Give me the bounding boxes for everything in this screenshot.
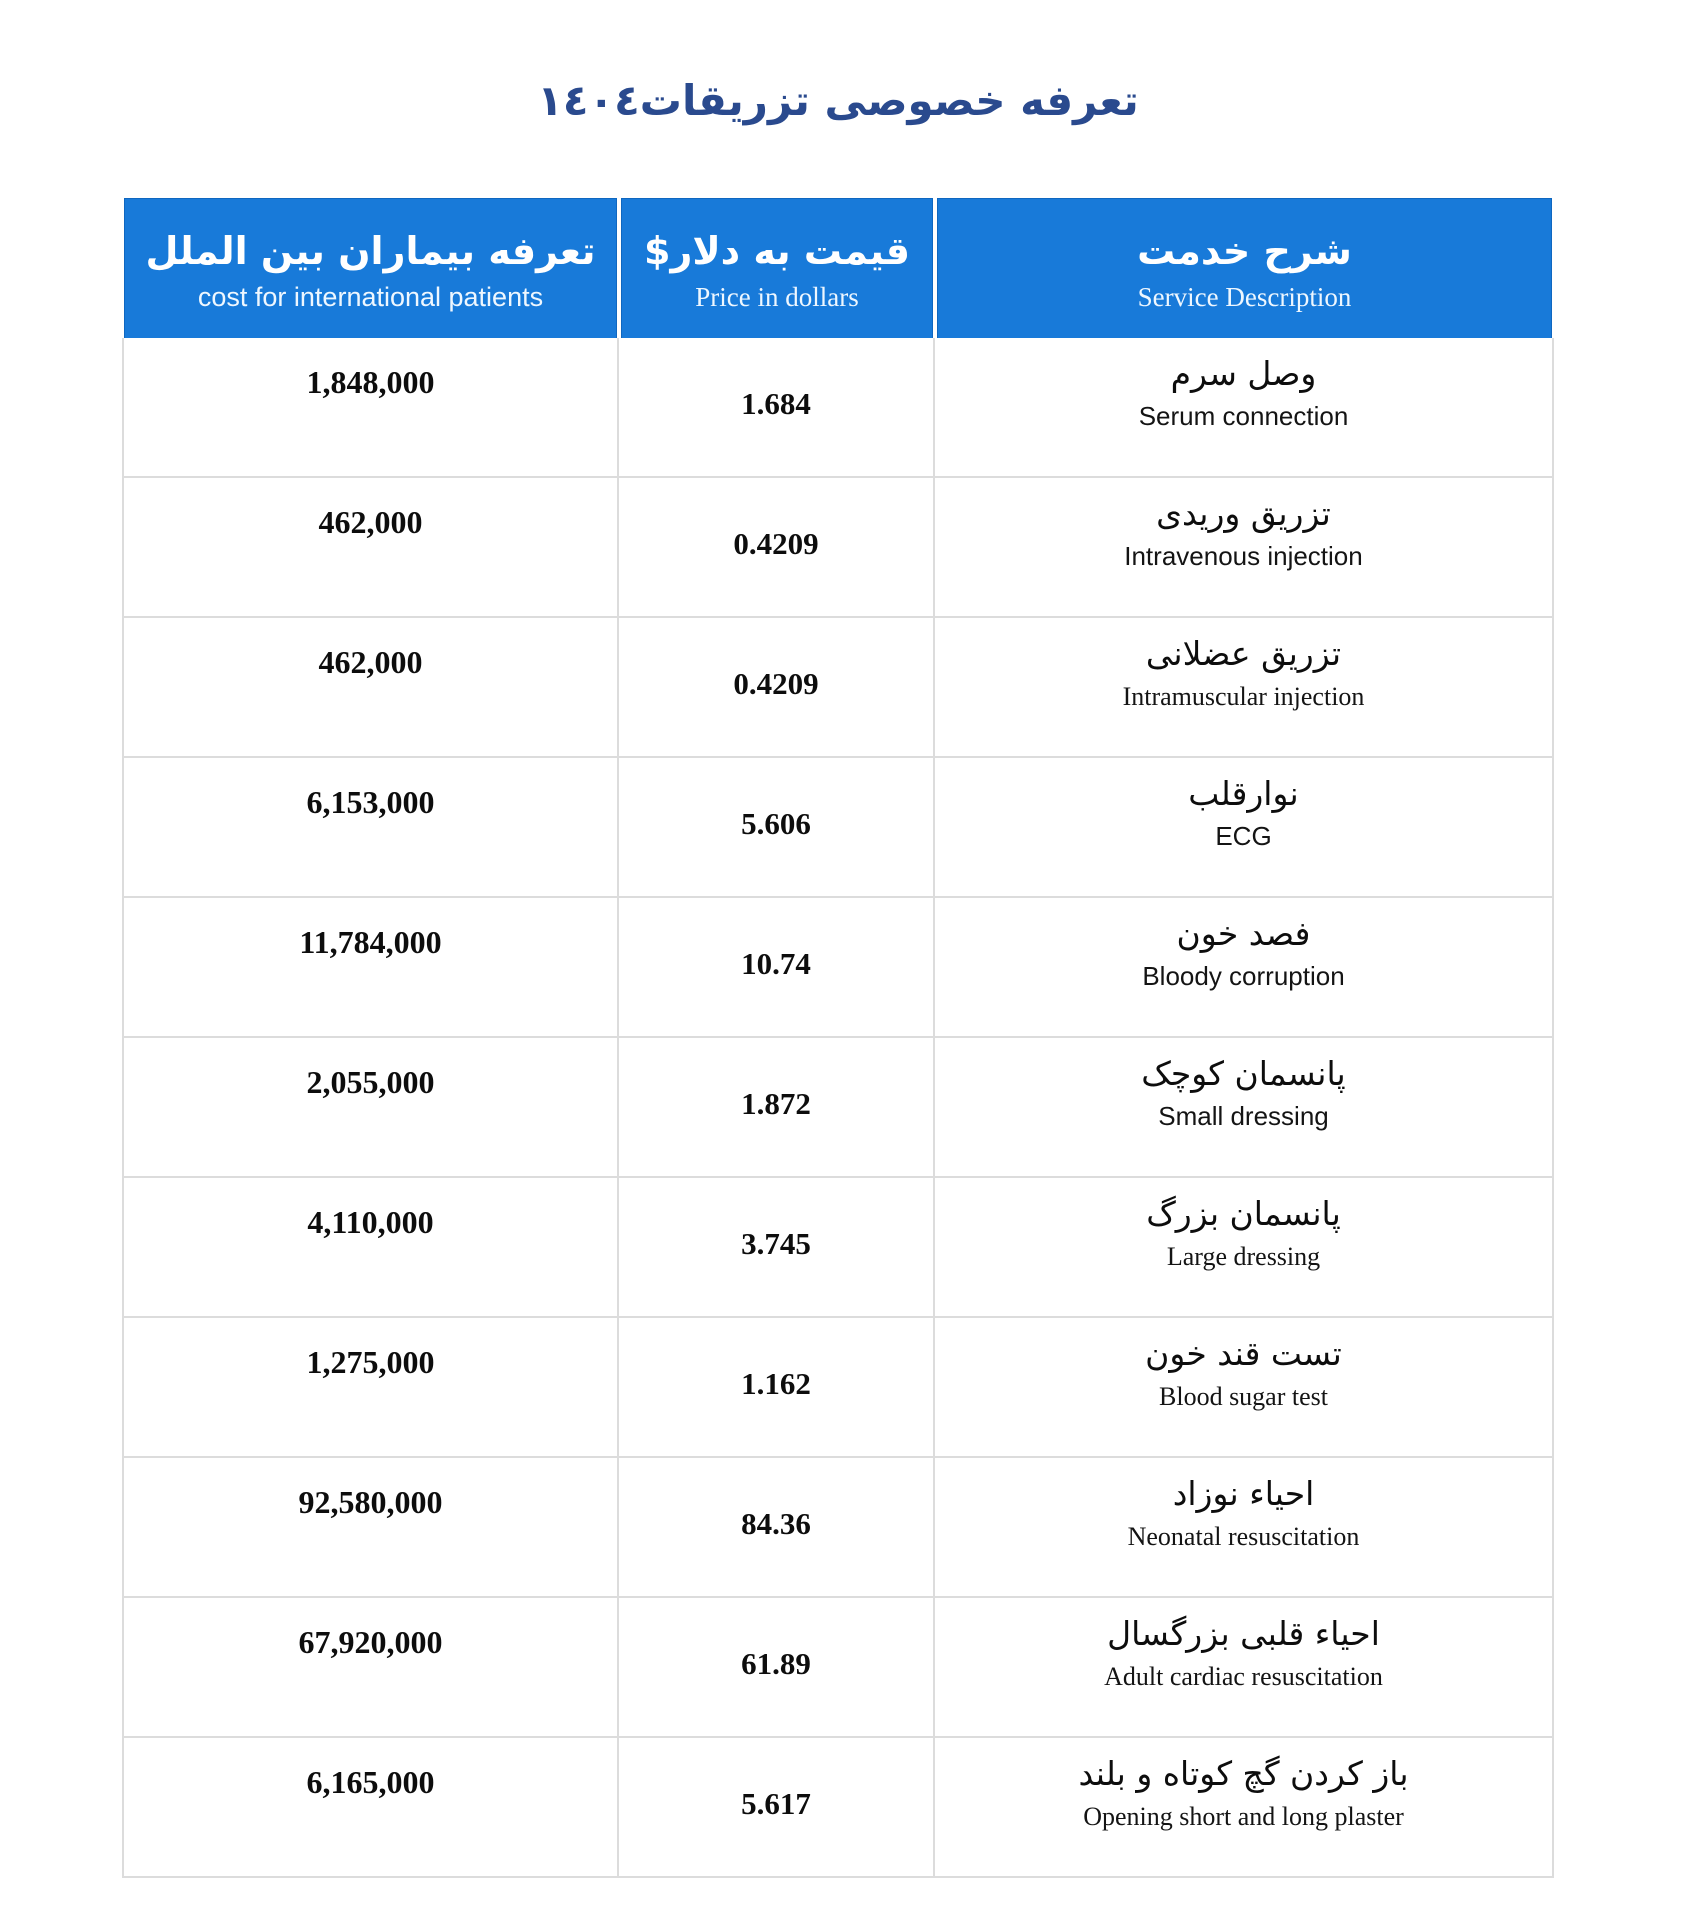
header-cell-price-dollars-fill (621, 198, 933, 360)
header-en-international-cost: cost for international patients (197, 282, 544, 313)
price-cell (619, 1458, 935, 1598)
service-en-label: Large dressing (1166, 1241, 1321, 1271)
cost-value: 4,110,000 (307, 1204, 434, 1240)
service-en-label: Bloody corruption (1142, 960, 1345, 991)
price-cell (619, 478, 935, 618)
price-value: 1.684 (741, 386, 811, 421)
price-cell (619, 898, 935, 1038)
price-cell (619, 338, 935, 478)
price-value: 1.872 (741, 1086, 811, 1121)
cost-value: 1,275,000 (306, 1344, 435, 1380)
header-fa-service-description: شرح خدمت (1137, 229, 1352, 274)
price-cell (619, 618, 935, 758)
cost-value: 11,784,000 (299, 924, 442, 960)
price-value: 1.162 (741, 1366, 811, 1401)
page-title: تعرفه خصوصی تزریقات١٤٠٤ (537, 76, 1139, 125)
cost-cell (122, 478, 619, 618)
cost-cell (122, 1598, 619, 1738)
header-cell-international-cost (122, 198, 619, 360)
service-en-label: Intramuscular injection (1122, 681, 1365, 711)
service-cell (935, 618, 1554, 758)
price-value: 3.745 (741, 1226, 811, 1261)
header-en-price-dollars: Price in dollars (695, 282, 859, 313)
tariff-table (122, 198, 1554, 1878)
service-fa-label: احیاء قلبی بزرگسال (1107, 1614, 1380, 1653)
price-value: 0.4209 (733, 526, 819, 561)
price-cell (619, 1318, 935, 1458)
service-cell (935, 1178, 1554, 1318)
price-cell (619, 1038, 935, 1178)
service-en-label: Intravenous injection (1124, 540, 1363, 571)
price-value: 61.89 (741, 1646, 811, 1681)
header-fa-international-cost: تعرفه بیماران بین الملل (145, 229, 596, 274)
service-fa-label: تزریق وریدی (1156, 494, 1331, 533)
cost-cell (122, 1178, 619, 1318)
header-fa-price-dollars: قیمت به دلار$ (644, 229, 910, 274)
service-en-label: Small dressing (1158, 1100, 1329, 1131)
cost-value: 6,153,000 (306, 784, 435, 820)
service-en-label: Adult cardiac resuscitation (1104, 1661, 1383, 1691)
cost-value: 462,000 (318, 644, 423, 680)
service-fa-label: فصد خون (1176, 914, 1311, 953)
service-en-label: Blood sugar test (1159, 1381, 1328, 1411)
cost-cell (122, 618, 619, 758)
cost-value: 2,055,000 (306, 1064, 435, 1100)
service-en-label: ECG (1215, 820, 1272, 851)
cost-value: 6,165,000 (306, 1764, 435, 1800)
cost-cell (122, 1038, 619, 1178)
service-fa-label: تست قند خون (1145, 1334, 1342, 1373)
price-value: 10.74 (741, 946, 811, 981)
service-cell (935, 1598, 1554, 1738)
service-cell (935, 1458, 1554, 1598)
service-en-label: Opening short and long plaster (1083, 1801, 1404, 1831)
price-cell (619, 1598, 935, 1738)
service-cell (935, 1038, 1554, 1178)
cost-cell (122, 758, 619, 898)
price-value: 0.4209 (733, 666, 819, 701)
service-cell (935, 758, 1554, 898)
header-cell-service-description-fill (937, 198, 1552, 360)
service-en-label: Serum connection (1138, 400, 1349, 431)
header-cell-international-cost-fill (124, 198, 617, 360)
price-cell (619, 1178, 935, 1318)
service-fa-label: نوارقلب (1188, 774, 1299, 813)
cost-cell (122, 1458, 619, 1598)
service-fa-label: باز کردن گچ کوتاه و بلند (1078, 1754, 1409, 1793)
cost-value: 462,000 (318, 504, 423, 540)
service-fa-label: تزریق عضلانی (1145, 634, 1342, 673)
service-cell (935, 338, 1554, 478)
service-fa-label: وصل سرم (1170, 354, 1317, 393)
cost-cell (122, 898, 619, 1038)
price-value: 5.617 (741, 1786, 811, 1821)
header-en-service-description: Service Description (1137, 282, 1352, 313)
cost-value: 1,848,000 (306, 364, 435, 400)
header-cell-service-description (935, 198, 1554, 360)
cost-value: 92,580,000 (298, 1484, 443, 1520)
cost-cell (122, 338, 619, 478)
header-cell-price-dollars (619, 198, 935, 360)
service-fa-label: پانسمان کوچک (1141, 1054, 1346, 1093)
cost-value: 67,920,000 (298, 1624, 443, 1660)
price-cell (619, 1738, 935, 1878)
price-cell (619, 758, 935, 898)
service-cell (935, 1318, 1554, 1458)
cost-cell (122, 1318, 619, 1458)
service-en-label: Neonatal resuscitation (1127, 1521, 1360, 1551)
service-fa-label: پانسمان بزرگ (1146, 1194, 1341, 1233)
price-value: 5.606 (741, 806, 811, 841)
price-value: 84.36 (741, 1506, 811, 1541)
service-cell (935, 1738, 1554, 1878)
service-cell (935, 898, 1554, 1038)
cost-cell (122, 1738, 619, 1878)
service-cell (935, 478, 1554, 618)
service-fa-label: احیاء نوزاد (1172, 1474, 1315, 1513)
